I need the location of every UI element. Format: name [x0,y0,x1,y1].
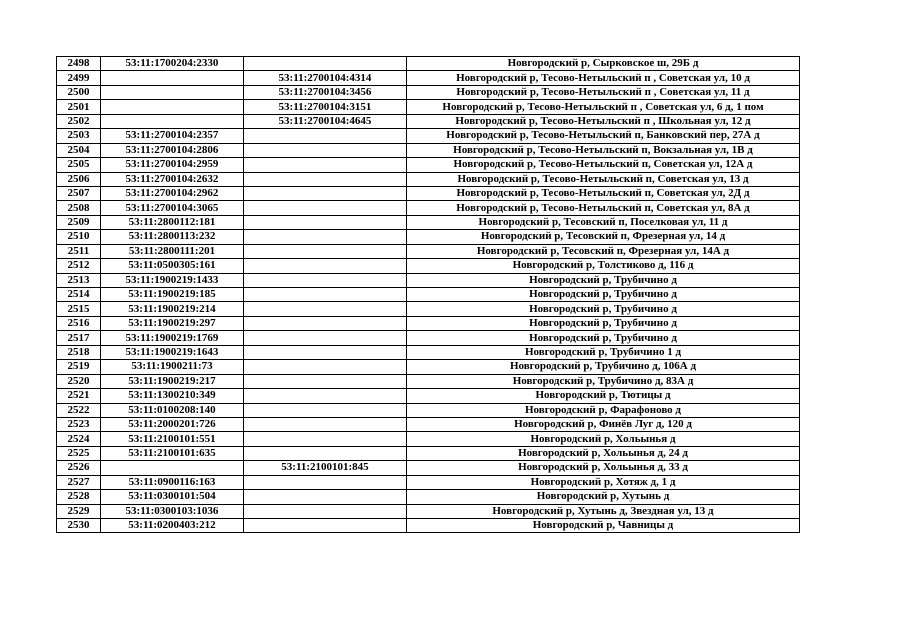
registry-table-body [57,57,800,533]
row-number-cell: 2509 [57,215,101,229]
row-number-cell: 2521 [57,389,101,403]
cadastral-number-alt-cell [244,201,407,215]
cadastral-number-cell: 53:11:2100101:635 [101,446,244,460]
cadastral-number-alt-cell [244,432,407,446]
address-cell: Новгородский р, Тесово-Нетыльский п, Банковский пер, 27А д [407,129,800,143]
cadastral-number-alt-cell [244,230,407,244]
row-number-cell: 2503 [57,129,101,143]
cadastral-number-alt-cell [244,273,407,287]
address-cell: Новгородский р, Тесово-Нетыльский п , Советская ул, 11 д [407,85,800,99]
table-row [57,432,800,446]
cadastral-number-cell: 53:11:1700204:2330 [101,57,244,71]
cadastral-number-alt-cell [244,389,407,403]
address-cell: Новгородский р, Тесово-Нетыльский п, Советская ул, 2Д д [407,186,800,200]
address-cell: Новгородский р, Трубичино 1 д [407,345,800,359]
address-cell: Новгородский р, Тесово-Нетыльский п, Вокзальная ул, 1В д [407,143,800,157]
cadastral-number-alt-cell [244,446,407,460]
cadastral-number-alt-cell [244,158,407,172]
address-cell: Новгородский р, Тесово-Нетыльский п , Советская ул, 10 д [407,71,800,85]
cadastral-number-cell: 53:11:2700104:2962 [101,186,244,200]
table-row [57,475,800,489]
cadastral-number-cell: 53:11:0300101:504 [101,490,244,504]
cadastral-number-cell: 53:11:0100208:140 [101,403,244,417]
table-row [57,389,800,403]
cadastral-number-alt-cell [244,316,407,330]
cadastral-number-alt-cell [244,215,407,229]
row-number-cell: 2499 [57,71,101,85]
row-number-cell: 2516 [57,316,101,330]
cadastral-number-cell: 53:11:2700104:3065 [101,201,244,215]
table-row [57,504,800,518]
cadastral-number-alt-cell [244,403,407,417]
address-cell: Новгородский р, Тесовский п, Фрезерная ул, 14 д [407,230,800,244]
table-row [57,143,800,157]
table-row [57,446,800,460]
address-cell: Новгородский р, Хольынья д [407,432,800,446]
address-cell: Новгородский р, Тесово-Нетыльский п , Советская ул, 6 д, 1 пом [407,100,800,114]
row-number-cell: 2508 [57,201,101,215]
table-row [57,215,800,229]
cadastral-number-cell: 53:11:0500305:161 [101,259,244,273]
address-cell: Новгородский р, Тесовский п, Фрезерная ул, 14А д [407,244,800,258]
cadastral-number-alt-cell [244,244,407,258]
row-number-cell: 2513 [57,273,101,287]
address-cell: Новгородский р, Хутынь д [407,490,800,504]
cadastral-number-cell: 53:11:1300210:349 [101,389,244,403]
row-number-cell: 2506 [57,172,101,186]
address-cell: Новгородский р, Финёв Луг д, 120 д [407,417,800,431]
address-cell: Новгородский р, Хольынья д, 24 д [407,446,800,460]
row-number-cell: 2501 [57,100,101,114]
row-number-cell: 2525 [57,446,101,460]
cadastral-number-alt-cell [244,186,407,200]
address-cell: Новгородский р, Фарафоново д [407,403,800,417]
cadastral-number-alt-cell [244,345,407,359]
row-number-cell: 2524 [57,432,101,446]
row-number-cell: 2515 [57,302,101,316]
cadastral-number-alt-cell [244,519,407,533]
address-cell: Новгородский р, Тютицы д [407,389,800,403]
table-row [57,230,800,244]
cadastral-number-cell: 53:11:0900116:163 [101,475,244,489]
table-row [57,100,800,114]
address-cell: Новгородский р, Хотяж д, 1 д [407,475,800,489]
cadastral-number-alt-cell: 53:11:2700104:4314 [244,71,407,85]
table-row [57,85,800,99]
address-cell: Новгородский р, Хольынья д, 33 д [407,461,800,475]
table-row [57,403,800,417]
table-row [57,244,800,258]
registry-table [56,56,800,533]
cadastral-number-cell: 53:11:1900219:1643 [101,345,244,359]
address-cell: Новгородский р, Толстиково д, 116 д [407,259,800,273]
table-row [57,345,800,359]
row-number-cell: 2512 [57,259,101,273]
cadastral-number-cell: 53:11:2700104:2632 [101,172,244,186]
cadastral-number-cell: 53:11:1900219:217 [101,374,244,388]
table-row [57,374,800,388]
cadastral-number-alt-cell [244,259,407,273]
cadastral-number-alt-cell [244,417,407,431]
table-row [57,331,800,345]
cadastral-number-cell: 53:11:1900219:1433 [101,273,244,287]
table-row [57,259,800,273]
row-number-cell: 2511 [57,244,101,258]
cadastral-number-alt-cell [244,360,407,374]
row-number-cell: 2520 [57,374,101,388]
row-number-cell: 2526 [57,461,101,475]
table-row [57,288,800,302]
row-number-cell: 2523 [57,417,101,431]
cadastral-number-cell [101,461,244,475]
address-cell: Новгородский р, Трубичино д [407,302,800,316]
row-number-cell: 2510 [57,230,101,244]
row-number-cell: 2517 [57,331,101,345]
row-number-cell: 2500 [57,85,101,99]
table-row [57,158,800,172]
table-row [57,186,800,200]
row-number-cell: 2498 [57,57,101,71]
table-row [57,316,800,330]
table-row [57,360,800,374]
table-row [57,417,800,431]
cadastral-number-cell: 53:11:2700104:2357 [101,129,244,143]
row-number-cell: 2518 [57,345,101,359]
address-cell: Новгородский р, Тесово-Нетыльский п , Школьная ул, 12 д [407,114,800,128]
cadastral-number-cell: 53:11:0200403:212 [101,519,244,533]
table-row [57,461,800,475]
cadastral-number-cell: 53:11:2800112:181 [101,215,244,229]
address-cell: Новгородский р, Тесовский п, Поселковая ул, 11 д [407,215,800,229]
table-row [57,57,800,71]
cadastral-number-alt-cell: 53:11:2700104:3151 [244,100,407,114]
cadastral-number-cell: 53:11:0300103:1036 [101,504,244,518]
cadastral-number-alt-cell [244,331,407,345]
address-cell: Новгородский р, Тесово-Нетыльский п, Советская ул, 8А д [407,201,800,215]
cadastral-number-cell [101,71,244,85]
table-row [57,519,800,533]
cadastral-number-alt-cell [244,374,407,388]
cadastral-number-cell [101,100,244,114]
row-number-cell: 2530 [57,519,101,533]
cadastral-number-alt-cell: 53:11:2700104:4645 [244,114,407,128]
cadastral-number-cell: 53:11:2800113:232 [101,230,244,244]
cadastral-number-alt-cell [244,143,407,157]
cadastral-number-cell [101,114,244,128]
row-number-cell: 2519 [57,360,101,374]
cadastral-number-alt-cell [244,490,407,504]
row-number-cell: 2505 [57,158,101,172]
cadastral-number-cell: 53:11:1900211:73 [101,360,244,374]
row-number-cell: 2527 [57,475,101,489]
row-number-cell: 2528 [57,490,101,504]
cadastral-number-alt-cell [244,172,407,186]
row-number-cell: 2522 [57,403,101,417]
address-cell: Новгородский р, Трубичино д [407,288,800,302]
cadastral-number-alt-cell [244,504,407,518]
address-cell: Новгородский р, Хутынь д, Звездная ул, 13 д [407,504,800,518]
table-row [57,273,800,287]
row-number-cell: 2514 [57,288,101,302]
cadastral-number-alt-cell [244,302,407,316]
cadastral-number-alt-cell: 53:11:2700104:3456 [244,85,407,99]
table-row [57,71,800,85]
cadastral-number-alt-cell: 53:11:2100101:845 [244,461,407,475]
cadastral-number-cell: 53:11:2000201:726 [101,417,244,431]
address-cell: Новгородский р, Чавницы д [407,519,800,533]
cadastral-number-cell: 53:11:1900219:185 [101,288,244,302]
address-cell: Новгородский р, Трубичино д, 83А д [407,374,800,388]
cadastral-number-alt-cell [244,129,407,143]
table-row [57,490,800,504]
cadastral-number-cell: 53:11:1900219:297 [101,316,244,330]
cadastral-number-alt-cell [244,475,407,489]
cadastral-number-alt-cell [244,57,407,71]
address-cell: Новгородский р, Сырковское ш, 29Б д [407,57,800,71]
cadastral-number-cell: 53:11:2700104:2959 [101,158,244,172]
cadastral-number-alt-cell [244,288,407,302]
address-cell: Новгородский р, Трубичино д [407,273,800,287]
row-number-cell: 2529 [57,504,101,518]
table-row [57,201,800,215]
row-number-cell: 2504 [57,143,101,157]
address-cell: Новгородский р, Тесово-Нетыльский п, Советская ул, 12А д [407,158,800,172]
table-row [57,302,800,316]
address-cell: Новгородский р, Тесово-Нетыльский п, Советская ул, 13 д [407,172,800,186]
cadastral-number-cell: 53:11:1900219:214 [101,302,244,316]
row-number-cell: 2507 [57,186,101,200]
table-row [57,114,800,128]
cadastral-number-cell: 53:11:2700104:2806 [101,143,244,157]
address-cell: Новгородский р, Трубичино д, 106А д [407,360,800,374]
cadastral-number-cell [101,85,244,99]
address-cell: Новгородский р, Трубичино д [407,316,800,330]
table-row [57,129,800,143]
cadastral-number-cell: 53:11:2800111:201 [101,244,244,258]
address-cell: Новгородский р, Трубичино д [407,331,800,345]
cadastral-number-cell: 53:11:1900219:1769 [101,331,244,345]
cadastral-number-cell: 53:11:2100101:551 [101,432,244,446]
row-number-cell: 2502 [57,114,101,128]
table-row [57,172,800,186]
